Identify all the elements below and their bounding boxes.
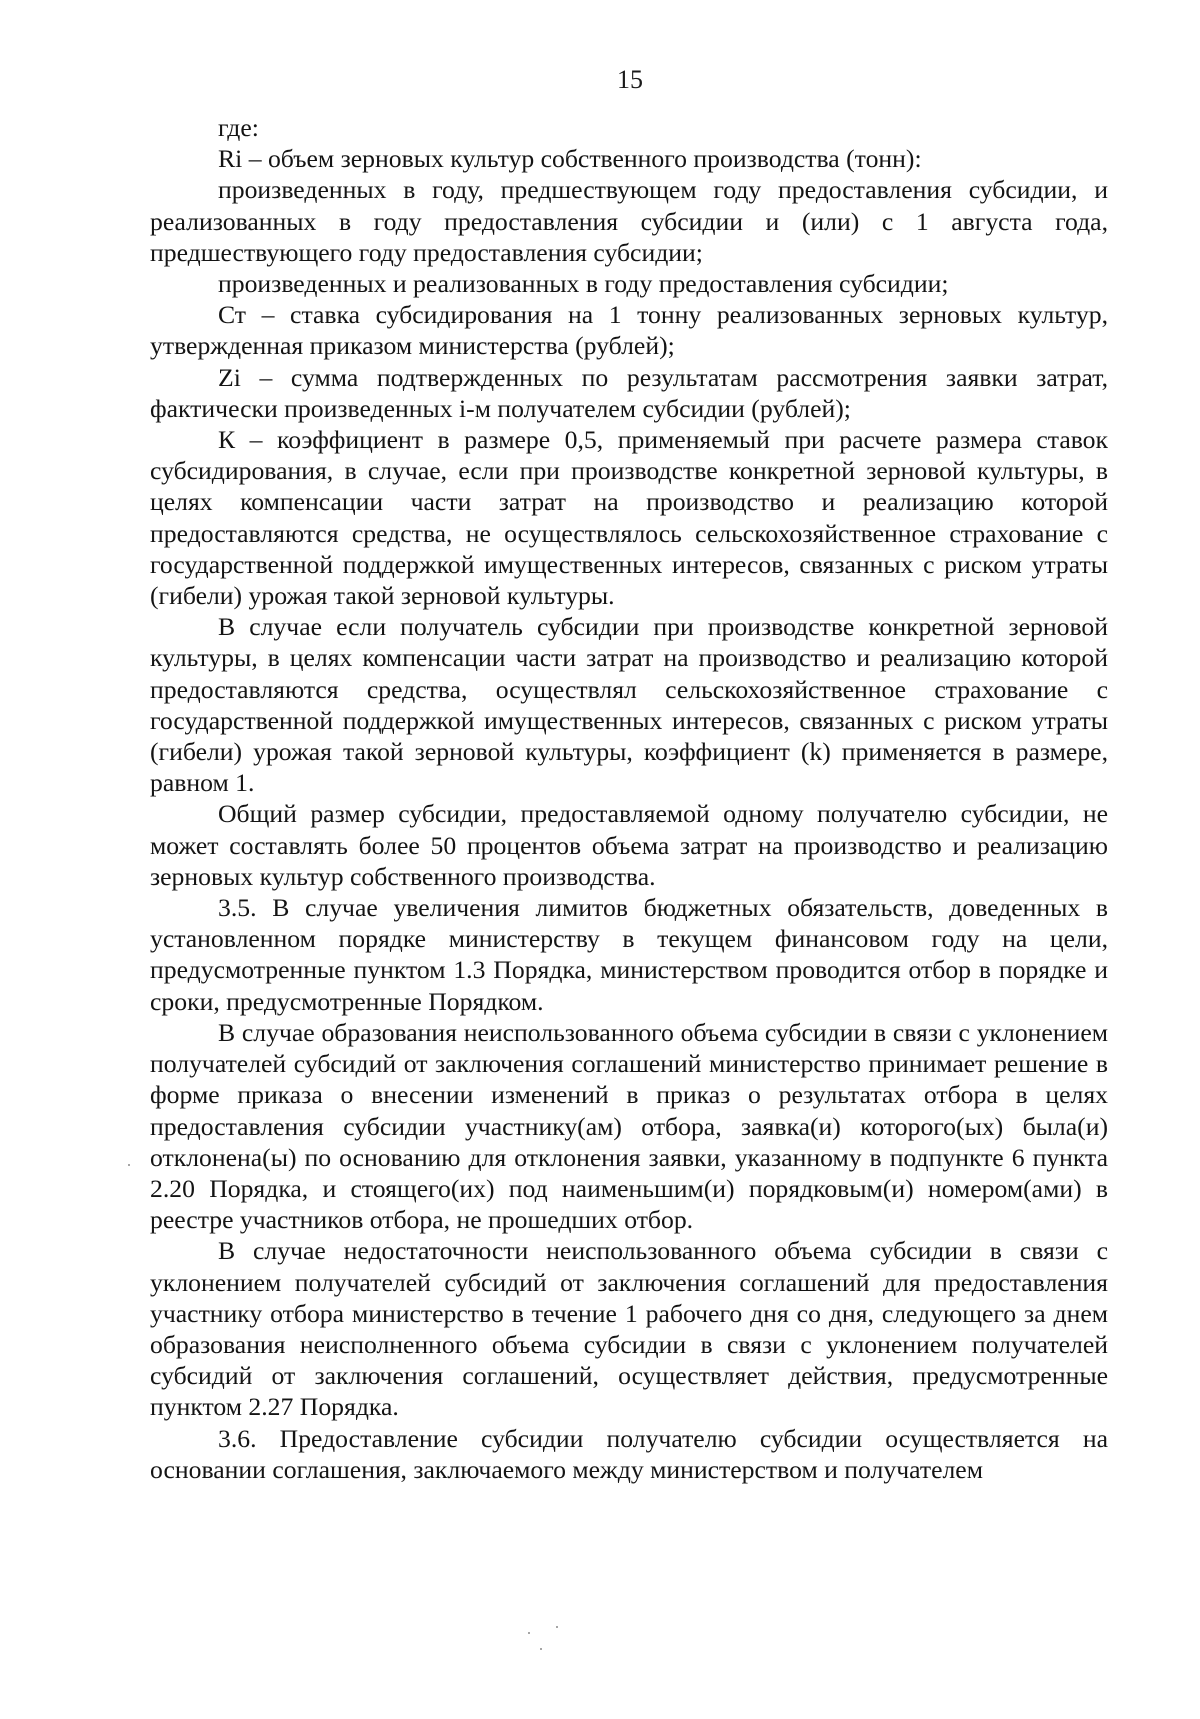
paragraph: Zi – сумма подтвержденных по результатам рассмотрения заявки затрат, фактически произведенных i-м получателем субсидии (рублей); xyxy=(150,362,1108,423)
scan-speck xyxy=(528,1632,530,1634)
paragraph: где: xyxy=(218,113,259,142)
paragraph: 3.6. Предоставление субсидии получателю субсидии осуществляется на основании соглашения, заключаемого между министерством и получателем xyxy=(150,1423,1108,1484)
paragraph: В случае недостаточности неиспользованного объема субсидии в связи с уклонением получателей субсидий от заключения соглашений для предоставления участнику отбора министерство в течение 1 рабочего дня со дня, следующего за днем образования неисполненного объема субсидии в связи с уклонением получателей субсидий от заключения соглашений, осуществляет действия, предусмотренные пунктом 2.27 Порядка. xyxy=(150,1236,1108,1422)
paragraph: Ст – ставка субсидирования на 1 тонну реализованных зерновых культур, утвержденная приказом министерства (рублей); xyxy=(150,300,1108,361)
paragraph: произведенных и реализованных в году предоставления субсидии; xyxy=(218,269,949,299)
paragraph: произведенных в году, предшествующем году предоставления субсидии, и реализованных в году предоставления субсидии и (или) с 1 августа года, предшествующего году предоставления субсидии; xyxy=(150,175,1108,267)
paragraph: К – коэффициент в размере 0,5, применяемый при расчете размера ставок субсидирования, в случае, если при производстве конкретной зерновой культуры, в целях компенсации части затрат на производство и реализацию которой предоставляются средства, не осуществлялось сельскохозяйственное страхование с государственной поддержкой имущественных интересов, связанных с риском утраты (гибели) урожая такой зерновой культуры. xyxy=(150,425,1108,611)
document-body xyxy=(150,112,1108,1485)
paragraph: Ri – объем зерновых культур собственного производства (тонн): xyxy=(218,144,922,174)
paragraph: 3.5. В случае увеличения лимитов бюджетных обязательств, доведенных в установленном порядке министерству в текущем финансовом году на цели, предусмотренные пунктом 1.3 Порядка, министерством проводится отбор в порядке и сроки, предусмотренные Порядком. xyxy=(150,893,1108,1016)
paragraph: В случае образования неиспользованного объема субсидии в связи с уклонением получателей субсидий от заключения соглашений министерство принимает решение в форме приказа о внесении изменений в приказ о результатах отбора в целях предоставления субсидии участнику(ам) отбора, заявка(и) которого(ых) была(и) отклонена(ы) по основанию для отклонения заявки, указанному в подпункте 6 пункта 2.20 Порядка, и стоящего(их) под наименьшим(и) порядковым(и) номером(ами) в реестре участников отбора, не прошедших отбор. xyxy=(150,1017,1108,1235)
scan-speck xyxy=(556,1626,558,1628)
paragraph: В случае если получатель субсидии при производстве конкретной зерновой культуры, в целях компенсации части затрат на производство и реализацию которой предоставляются средства, осуществлял сельскохозяйственное страхование с государственной поддержкой имущественных интересов, связанных с риском утраты (гибели) урожая такой зерновой культуры, коэффициент (k) применяется в размере, равном 1. xyxy=(150,612,1108,798)
paragraph: Общий размер субсидии, предоставляемой одному получателю субсидии, не может составлять более 50 процентов объема затрат на производство и реализацию зерновых культур собственного производства. xyxy=(150,799,1108,891)
page-number: 15 xyxy=(617,65,643,94)
scan-speck xyxy=(128,1164,130,1166)
scan-speck xyxy=(540,1648,542,1650)
